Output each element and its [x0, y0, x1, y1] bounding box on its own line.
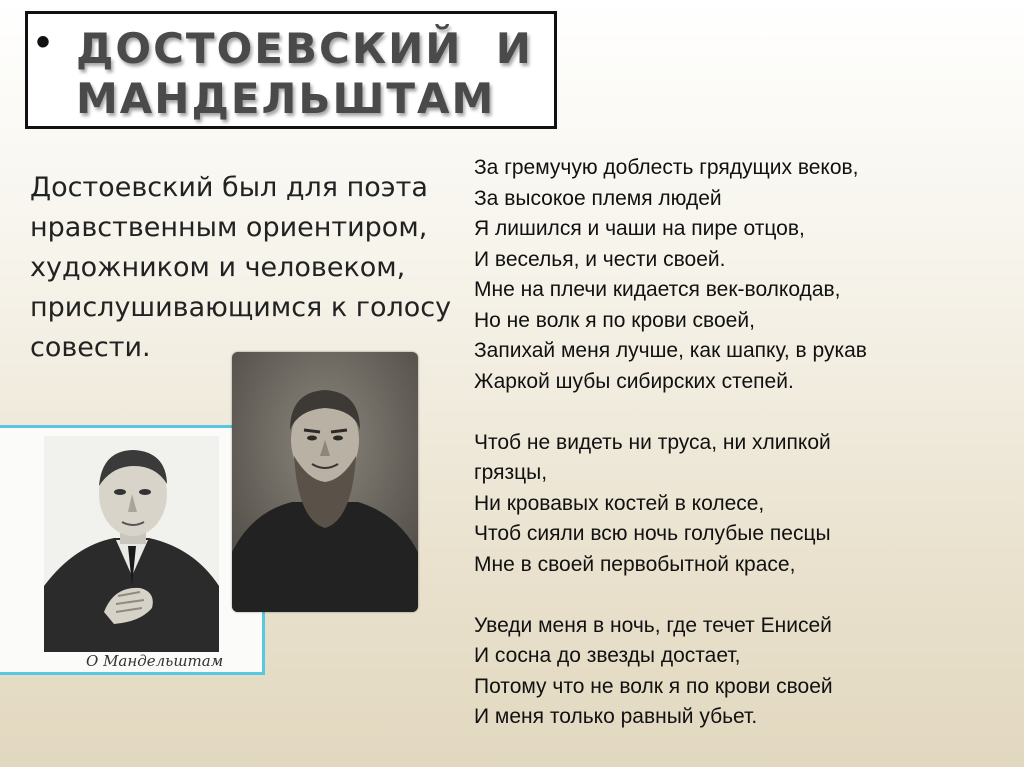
poem-line: Уведи меня в ночь, где течет Енисей	[474, 613, 832, 637]
intro-line: художником и человеком,	[30, 252, 406, 283]
poem-line: За гремучую доблесть грядущих веков,	[474, 156, 859, 179]
dostoevsky-portrait-image	[232, 352, 418, 612]
mandelstam-portrait-image	[44, 436, 219, 652]
poem-line: Мне в своей первобытной красе,	[474, 552, 796, 576]
poem-line: Потому что не волк я по крови своей	[474, 674, 833, 698]
title-line-2: МАНДЕЛЬШТАМ	[76, 74, 496, 123]
poem-line: Запихай меня лучше, как шапку, в рукав	[474, 339, 867, 362]
poem-line: И сосна до звезды достает,	[474, 644, 741, 667]
poem	[474, 153, 1014, 733]
poem-line: И меня только равный убьет.	[474, 705, 758, 728]
intro-line: прислушивающимся к голосу	[30, 292, 452, 323]
dostoevsky-portrait	[232, 352, 418, 612]
poem-line: грязцы,	[474, 461, 548, 484]
title-line-1: ДОСТОЕВСКИЙ И	[76, 24, 533, 73]
poem-line: Жаркой шубы сибирских степей.	[474, 369, 794, 393]
intro-line: Достоевский был для поэта	[30, 172, 428, 203]
stanza-gap	[474, 397, 1014, 428]
poem-line: Чтоб сияли всю ночь голубые песцы	[474, 522, 831, 545]
stanza-gap	[474, 580, 1014, 611]
poem-line: Мне на плечи кидается век-волкодав,	[474, 278, 841, 301]
title-box	[25, 11, 557, 129]
poem-line: Ни кровавых костей в колесе,	[474, 491, 765, 515]
mandelstam-signature: О Мандельштам	[86, 652, 224, 670]
intro-line: нравственным ориентиром,	[30, 212, 428, 243]
poem-line: И веселья, и чести своей.	[474, 247, 726, 271]
mandelstam-portrait	[44, 436, 219, 652]
poem-line: За высокое племя людей	[474, 186, 722, 210]
title-bullet: •	[36, 20, 51, 64]
poem-line: Но не волк я по крови своей,	[474, 308, 755, 332]
intro-line: совести.	[30, 332, 151, 363]
poem-line: Я лишился и чаши на пире отцов,	[474, 217, 805, 240]
mandelstam-photo-frame	[0, 425, 265, 675]
poem-line: Чтоб не видеть ни труса, ни хлипкой	[474, 430, 831, 454]
intro-paragraph	[30, 168, 470, 368]
